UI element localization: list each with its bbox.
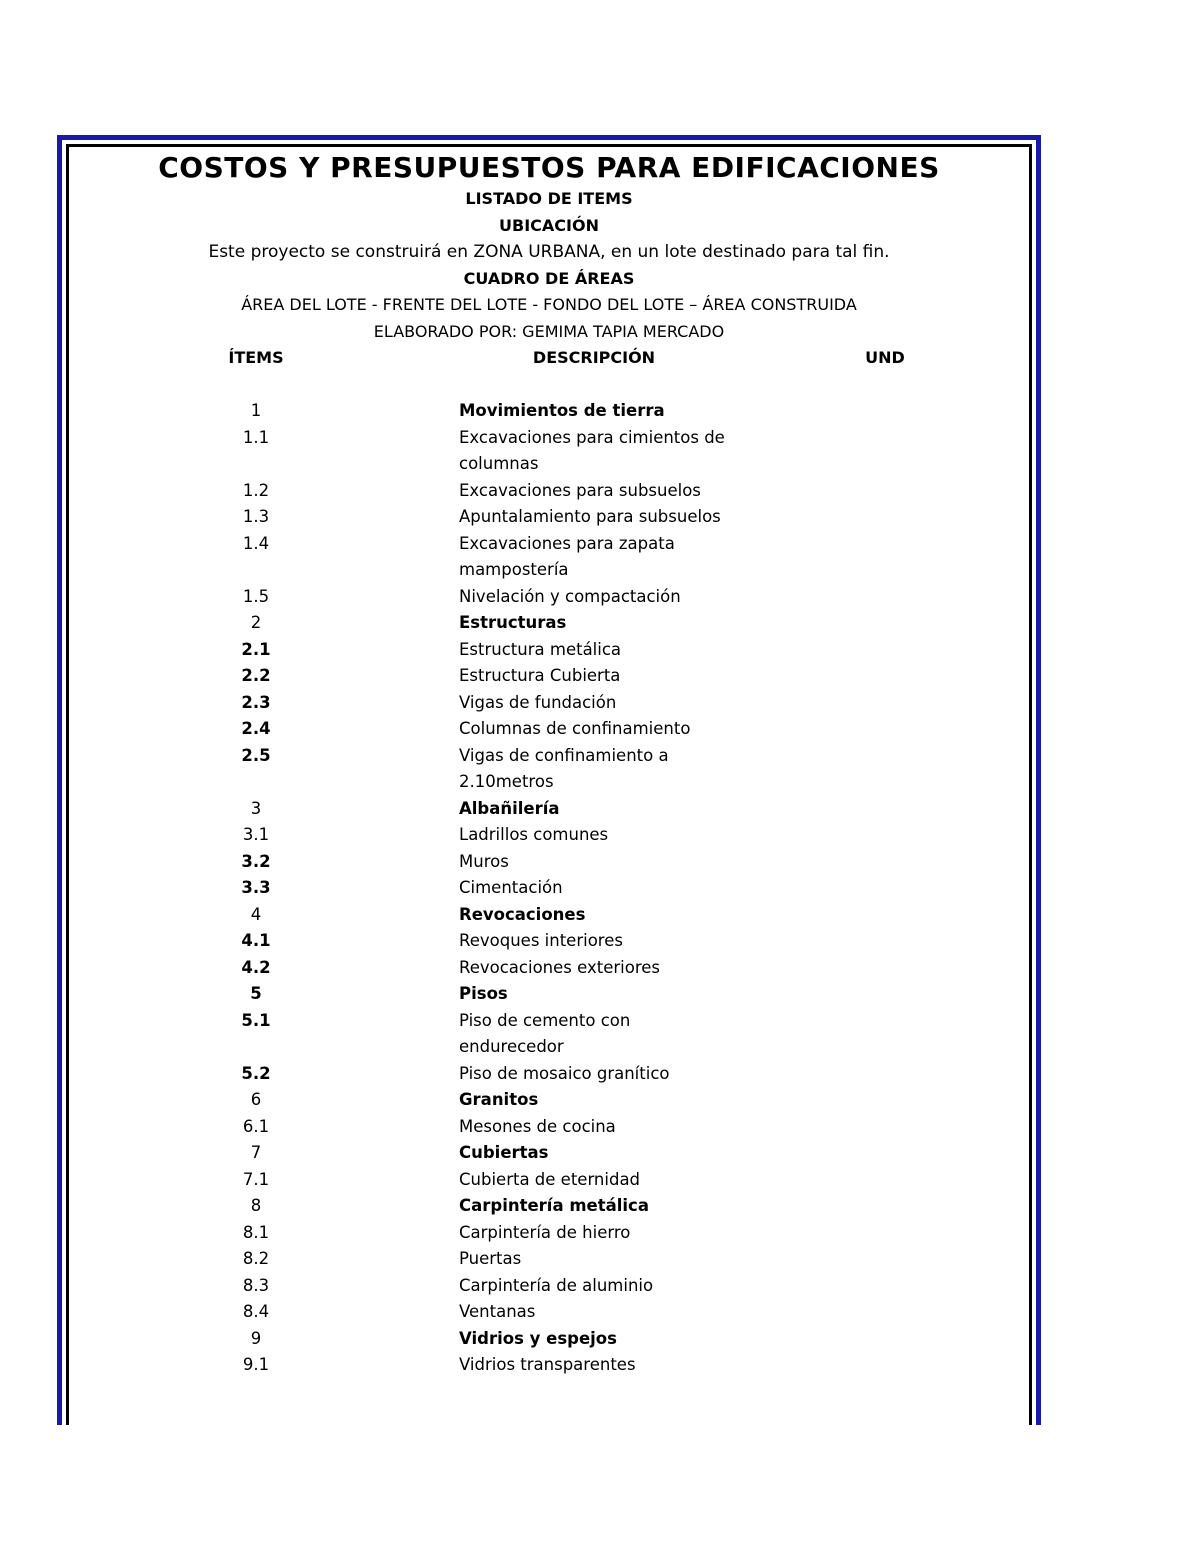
table-row xyxy=(70,690,1028,717)
item-description: Cimentación xyxy=(459,878,563,897)
item-number: 5.2 xyxy=(241,1063,271,1083)
item-number: 3.1 xyxy=(242,825,270,844)
section-row xyxy=(70,796,1028,823)
section-row xyxy=(70,902,1028,929)
section-row xyxy=(70,1140,1028,1167)
table-row xyxy=(70,875,1028,902)
item-number: 1.4 xyxy=(242,533,270,553)
item-number: 2.5 xyxy=(241,745,271,765)
item-number: 3.2 xyxy=(241,851,271,871)
item-number: 5.1 xyxy=(241,1010,271,1030)
item-description: Pisos xyxy=(459,984,508,1003)
areas-heading: CUADRO DE ÁREAS xyxy=(463,268,635,288)
location-heading: UBICACIÓN xyxy=(499,215,599,235)
item-description: Vidrios transparentes xyxy=(459,1355,636,1374)
table-row xyxy=(70,1299,1028,1326)
item-description: Cubiertas xyxy=(459,1143,549,1162)
item-number: 8 xyxy=(250,1196,262,1215)
item-number: 2.3 xyxy=(241,692,271,712)
item-description: Revoques interiores xyxy=(459,931,623,950)
item-number: 3.3 xyxy=(241,878,271,897)
table-row xyxy=(70,504,1028,531)
table-row xyxy=(70,822,1028,849)
item-description: Carpintería de hierro xyxy=(459,1222,631,1242)
item-description: Vigas de fundación xyxy=(459,692,617,712)
item-description: Vidrios y espejos xyxy=(459,1328,617,1348)
item-number: 7.1 xyxy=(242,1169,270,1189)
item-number: 2 xyxy=(250,613,262,632)
table-row xyxy=(70,637,1028,664)
item-description: Ventanas xyxy=(459,1302,536,1321)
item-number: 8.1 xyxy=(242,1222,270,1242)
item-number: 8.4 xyxy=(242,1302,270,1321)
table-row xyxy=(70,1273,1028,1300)
table-row xyxy=(70,1246,1028,1273)
table-row xyxy=(70,425,1028,478)
item-description: Revocaciones xyxy=(459,904,586,924)
item-description: Vigas de confinamiento a 2.10metros xyxy=(459,745,669,791)
item-description: Apuntalamiento para subsuelos xyxy=(459,507,721,526)
table-row xyxy=(70,1061,1028,1088)
item-description: Cubierta de eternidad xyxy=(459,1169,641,1189)
item-number: 5 xyxy=(250,984,262,1003)
section-row xyxy=(70,1193,1028,1220)
item-description: Puertas xyxy=(459,1249,522,1268)
column-header-items: ÍTEMS xyxy=(228,348,284,367)
table-row xyxy=(70,584,1028,611)
item-number: 6.1 xyxy=(242,1116,270,1136)
table-row xyxy=(70,1008,1028,1061)
item-number: 7 xyxy=(250,1143,262,1162)
item-description: Revocaciones exteriores xyxy=(459,957,660,977)
item-description: Albañilería xyxy=(459,798,560,818)
table-row xyxy=(70,663,1028,690)
item-description: Carpintería de aluminio xyxy=(459,1275,654,1295)
item-description: Estructuras xyxy=(459,613,567,632)
document-subtitle: LISTADO DE ITEMS xyxy=(465,189,633,208)
item-description: Piso de cemento con endurecedor xyxy=(459,1010,631,1056)
table-row xyxy=(70,1167,1028,1194)
item-number: 3 xyxy=(250,798,262,818)
item-description: Mesones de cocina xyxy=(459,1116,616,1136)
item-description: Excavaciones para zapata mampostería xyxy=(459,533,675,579)
item-number: 2.2 xyxy=(241,666,271,685)
section-row xyxy=(70,398,1028,425)
table-row xyxy=(70,955,1028,982)
item-number: 4 xyxy=(250,904,262,924)
section-row xyxy=(70,1326,1028,1353)
section-row xyxy=(70,610,1028,637)
item-description: Muros xyxy=(459,851,509,871)
areas-text: ÁREA DEL LOTE - FRENTE DEL LOTE - FONDO DEL LOTE – ÁREA CONSTRUIDA xyxy=(241,295,857,314)
item-number: 9.1 xyxy=(242,1355,270,1374)
table-row xyxy=(70,531,1028,584)
item-description: Piso de mosaico granítico xyxy=(459,1063,670,1083)
item-number: 2.4 xyxy=(241,719,271,738)
item-number: 4.2 xyxy=(241,957,271,977)
item-description: Excavaciones para subsuelos xyxy=(459,480,701,500)
item-description: Ladrillos comunes xyxy=(459,825,609,844)
column-header-description: DESCRIPCIÓN xyxy=(532,348,656,367)
table-header xyxy=(70,345,1028,372)
section-row xyxy=(70,981,1028,1008)
section-row xyxy=(70,1087,1028,1114)
document-title: COSTOS Y PRESUPUESTOS PARA EDIFICACIONES xyxy=(158,151,940,184)
table-row xyxy=(70,849,1028,876)
item-number: 1.1 xyxy=(242,427,270,447)
item-number: 1 xyxy=(250,401,262,420)
table-row xyxy=(70,478,1028,505)
table-row xyxy=(70,1114,1028,1141)
table-row xyxy=(70,743,1028,796)
item-number: 1.5 xyxy=(242,586,270,606)
table-row xyxy=(70,716,1028,743)
item-description: Estructura metálica xyxy=(459,639,622,659)
table-row xyxy=(70,1352,1028,1379)
item-number: 1.3 xyxy=(242,507,270,526)
item-number: 2.1 xyxy=(241,639,271,659)
item-description: Movimientos de tierra xyxy=(459,401,665,420)
table-row xyxy=(70,1220,1028,1247)
item-description: Excavaciones para cimientos de columnas xyxy=(459,427,725,473)
item-description: Carpintería metálica xyxy=(459,1196,649,1215)
item-description: Nivelación y compactación xyxy=(459,586,681,606)
column-header-unit: UND xyxy=(865,348,905,367)
document-content xyxy=(70,150,1028,1379)
location-text: Este proyecto se construirá en ZONA URBANA, en un lote destinado para tal fin. xyxy=(208,242,890,262)
item-description: Columnas de confinamiento xyxy=(459,719,691,738)
table-spacer xyxy=(70,372,1028,399)
item-number: 9 xyxy=(250,1328,262,1348)
item-description: Estructura Cubierta xyxy=(459,666,621,685)
author-line: ELABORADO POR: GEMIMA TAPIA MERCADO xyxy=(373,321,725,341)
table-row xyxy=(70,928,1028,955)
item-number: 4.1 xyxy=(241,931,271,950)
item-number: 6 xyxy=(250,1090,262,1109)
item-number: 8.2 xyxy=(242,1249,270,1268)
item-number: 1.2 xyxy=(242,480,270,500)
item-number: 8.3 xyxy=(242,1275,270,1295)
items-table-body xyxy=(70,398,1028,1379)
item-description: Granitos xyxy=(459,1090,539,1109)
